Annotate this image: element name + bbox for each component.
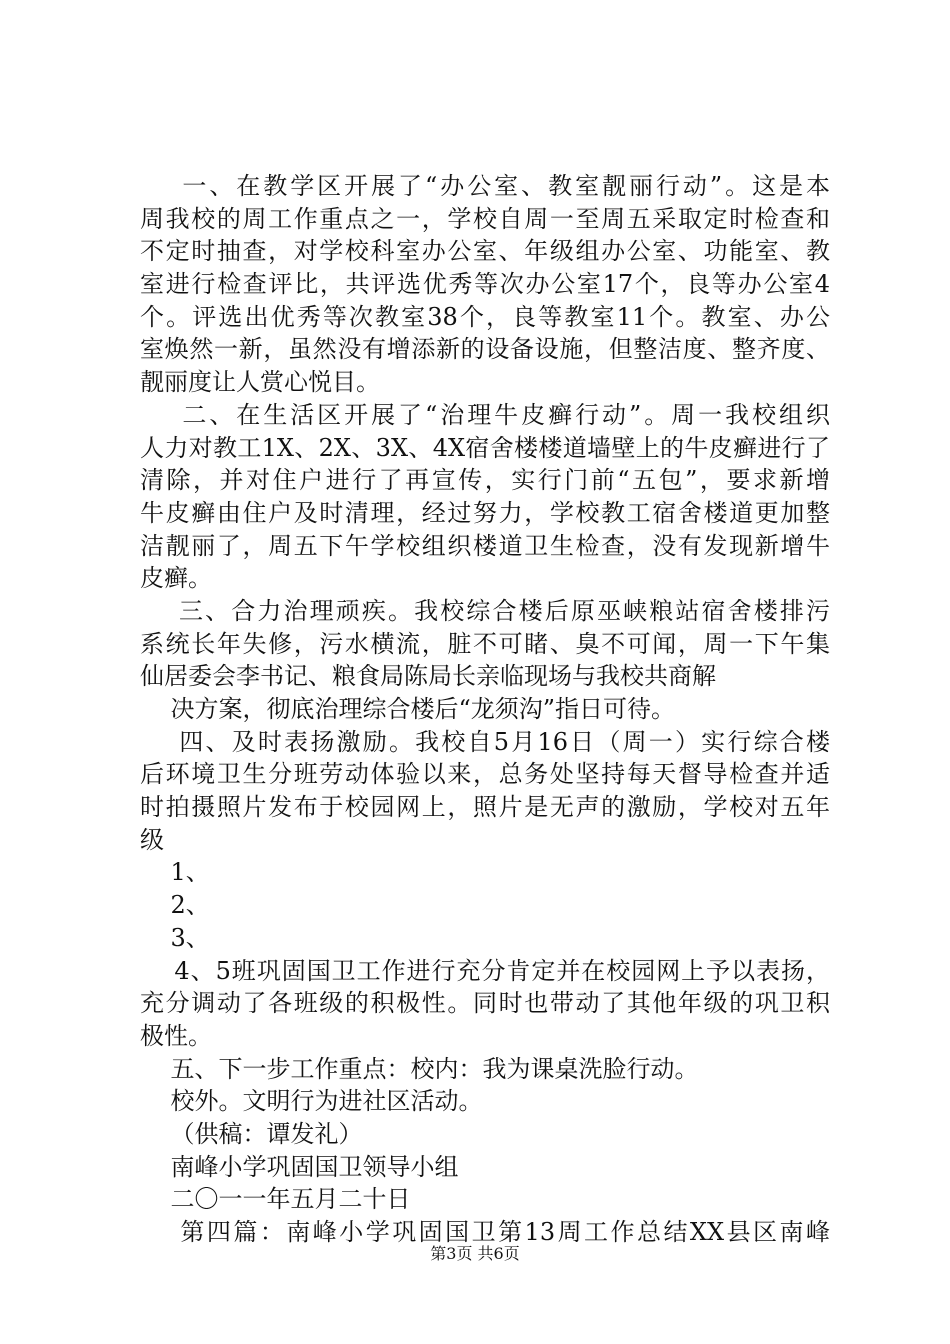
text-line: 系统长年失修，污水横流，脏不可睹、臭不可闻，周一下午集 (140, 629, 830, 658)
page-number-footer: 第3页 共6页 (430, 1244, 520, 1263)
text-line: 清除，并对住户进行了再宣传，实行门前“五包”，要求新增 (140, 466, 830, 495)
text-line: 室进行检查评比，共评选优秀等次办公室17个，良等办公室4 (140, 270, 830, 299)
text-line: 五、下一步工作重点：校内：我为课桌洗脸行动。 (140, 1054, 699, 1083)
text-line: 周我校的周工作重点之一，学校自周一至周五采取定时检查和 (140, 204, 830, 233)
text-line: 牛皮癣由住户及时清理，经过努力，学校教工宿舍楼道更加整 (140, 498, 830, 527)
text-line: 人力对教工1X、2X、3X、4X宿舍楼楼道墙壁上的牛皮癣进行了 (140, 433, 830, 462)
text-line: 决方案，彻底治理综合楼后“龙须沟”指日可待。 (140, 695, 676, 723)
text-line: 二〇一一年五月二十日 (140, 1185, 411, 1214)
text-line: 二、在生活区开展了“治理牛皮癣行动”。周一我校组织 (140, 400, 830, 429)
text-line: 南峰小学巩固国卫领导小组 (140, 1152, 459, 1181)
text-line: 时拍摄照片发布于校园网上，照片是无声的激励，学校对五年 (140, 793, 830, 822)
text-line: 室焕然一新，虽然没有增添新的设备设施，但整洁度、整齐度、 (140, 335, 830, 364)
text-line: 3、 (140, 923, 210, 952)
text-line: 三、合力治理顽疾。我校综合楼后原巫峡粮站宿舍楼排污 (140, 596, 830, 625)
text-line: 四、及时表扬激励。我校自5月16日（周一）实行综合楼 (140, 727, 830, 756)
text-line: （供稿：谭发礼） (140, 1119, 363, 1148)
text-line: 充分调动了各班级的积极性。同时也带动了其他年级的巩卫积 (140, 989, 830, 1018)
text-line: 2、 (140, 891, 210, 920)
text-line: 个。评选出优秀等次教室38个，良等教室11个。教室、办公 (140, 302, 830, 331)
text-line: 1、 (140, 858, 210, 887)
text-line: 仙居委会李书记、粮食局陈局长亲临现场与我校共商解 (140, 662, 716, 691)
text-line: 极性。 (140, 1021, 212, 1050)
text-line: 不定时抽查，对学校科室办公室、年级组办公室、功能室、教 (140, 237, 830, 266)
text-line: 第四篇：南峰小学巩固国卫第13周工作总结XX县区南峰 (140, 1218, 830, 1246)
document-body (140, 170, 830, 1249)
text-line: 后环境卫生分班劳动体验以来，总务处坚持每天督导检查并适 (140, 760, 830, 789)
text-line: 校外。文明行为进社区活动。 (140, 1087, 483, 1116)
text-line: 级 (140, 825, 164, 854)
text-line: 一、在教学区开展了“办公室、教室靓丽行动”。这是本 (140, 172, 830, 200)
text-line: 皮癣。 (140, 564, 212, 593)
text-line: 4、5班巩固国卫工作进行充分肯定并在校园网上予以表扬， (140, 956, 830, 985)
text-line: 靓丽度让人赏心悦目。 (140, 368, 380, 397)
text-line: 洁靓丽了，周五下午学校组织楼道卫生检查，没有发现新增牛 (140, 531, 830, 560)
